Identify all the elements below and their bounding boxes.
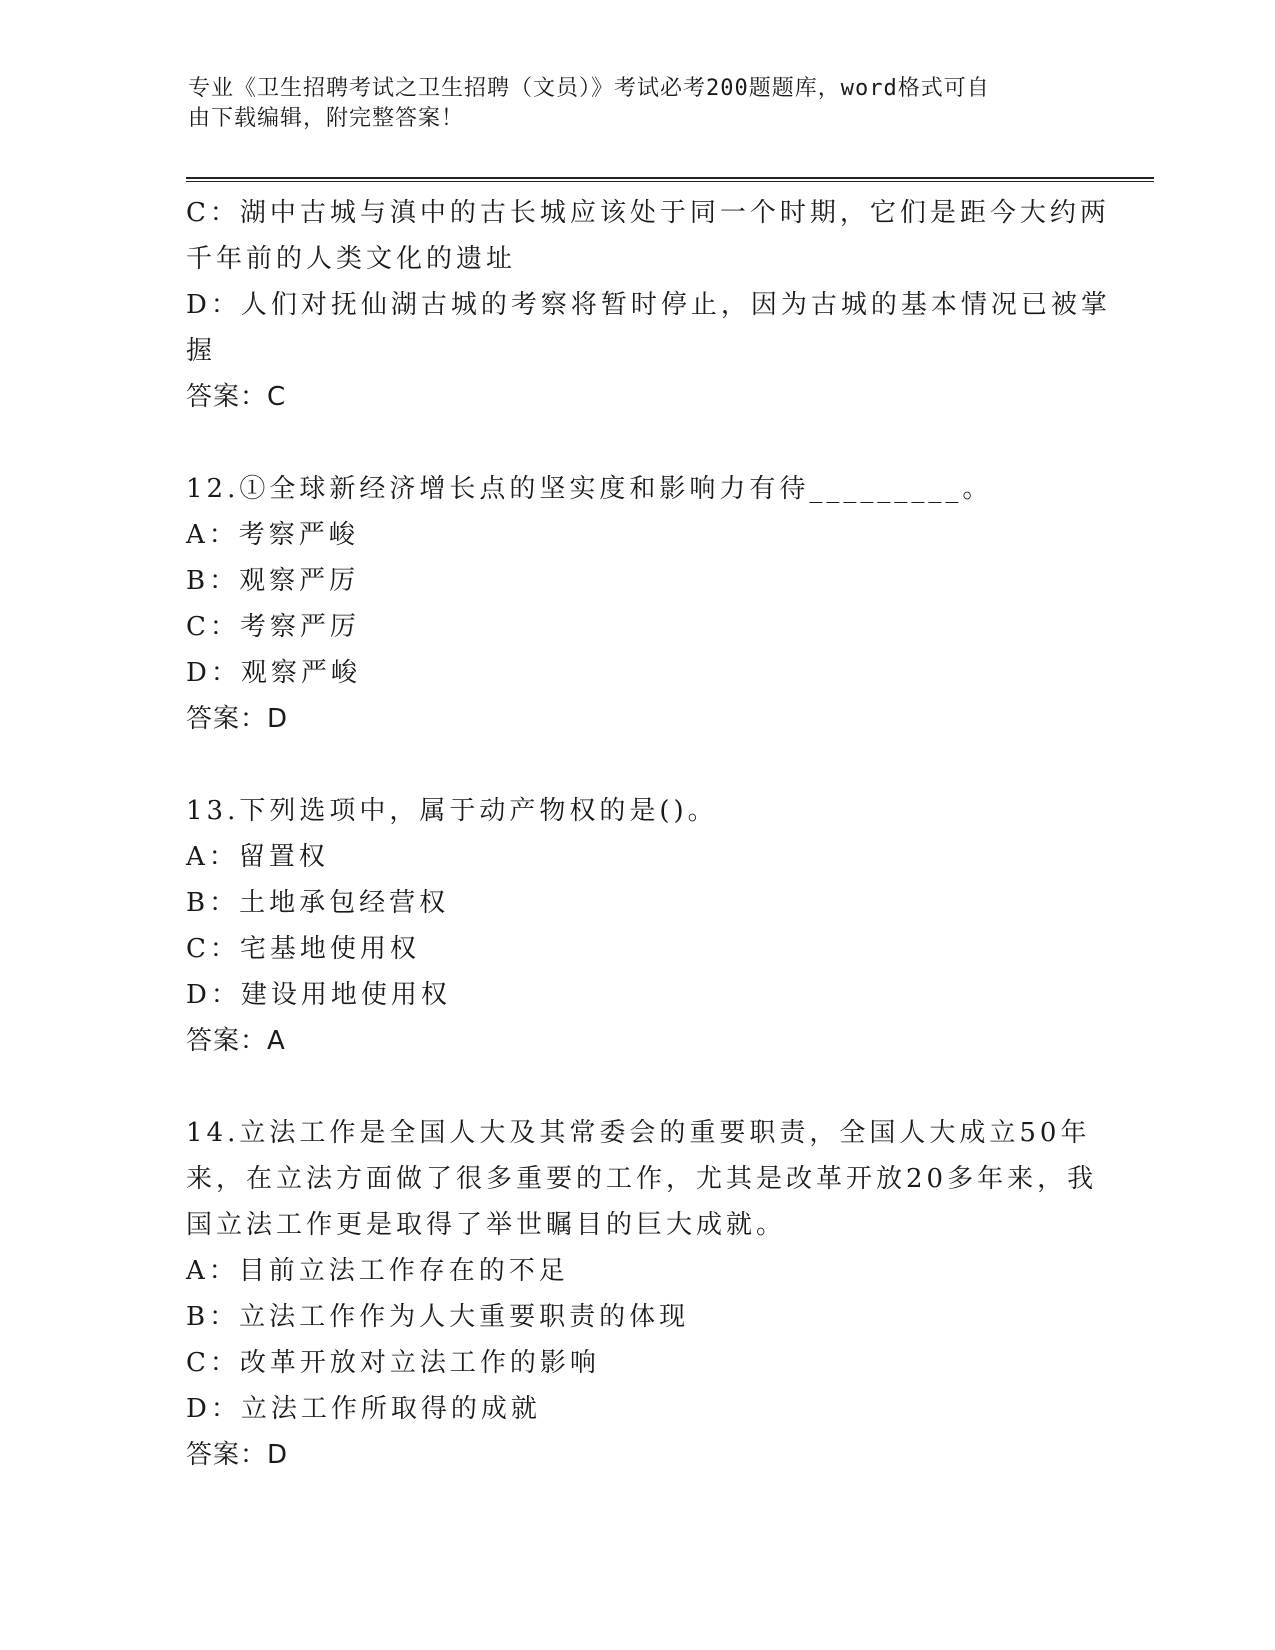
option-d: D：建设用地使用权 xyxy=(186,980,451,1010)
question-stem: 13.下列选项中，属于动产物权的是()。 xyxy=(186,796,718,826)
question-stem: 14.立法工作是全国人大及其常委会的重要职责，全国人大成立50年 xyxy=(186,1118,1091,1148)
option-a: A：考察严峻 xyxy=(186,520,359,550)
option-line: C：湖中古城与滇中的古长城应该处于同一个时期，它们是距今大约两 xyxy=(186,198,1110,228)
answer-line: 答案：D xyxy=(186,704,289,734)
answer-line: 答案：D xyxy=(186,1440,289,1470)
header-divider xyxy=(186,177,1154,182)
option-c: C：考察严厉 xyxy=(186,612,360,642)
option-d: D：立法工作所取得的成就 xyxy=(186,1394,541,1424)
document-header xyxy=(188,74,1068,134)
spacer xyxy=(186,1064,1076,1110)
option-line: 千年前的人类文化的遗址 xyxy=(186,244,517,274)
option-b: B：土地承包经营权 xyxy=(186,888,450,918)
question-12 xyxy=(186,466,1076,742)
option-line: D：人们对抚仙湖古城的考察将暂时停止，因为古城的基本情况已被掌 xyxy=(186,290,1111,320)
question-13 xyxy=(186,788,1076,1064)
question-14 xyxy=(186,1110,1098,1478)
question-stem: 国立法工作更是取得了举世瞩目的巨大成就。 xyxy=(186,1210,787,1240)
option-c: C：改革开放对立法工作的影响 xyxy=(186,1348,600,1378)
option-d: D：观察严峻 xyxy=(186,658,361,688)
answer-line: 答案：C xyxy=(186,382,287,412)
spacer xyxy=(186,420,1076,466)
question-stem: 12.①全球新经济增长点的坚实度和影响力有待_________。 xyxy=(186,474,993,504)
question-stem: 来，在立法方面做了很多重要的工作，尤其是改革开放20多年来，我 xyxy=(186,1164,1098,1194)
question-11-continued xyxy=(186,190,1111,420)
option-b: B：立法工作作为人大重要职责的体现 xyxy=(186,1302,690,1332)
document-content xyxy=(186,190,1111,1478)
header-line-2: 由下载编辑，附完整答案！ xyxy=(188,106,465,131)
option-a: A：目前立法工作存在的不足 xyxy=(186,1256,569,1286)
spacer xyxy=(186,742,1076,788)
option-c: C：宅基地使用权 xyxy=(186,934,420,964)
option-line: 握 xyxy=(186,336,217,366)
header-line-1: 专业《卫生招聘考试之卫生招聘（文员）》考试必考200题题库，word格式可自 xyxy=(188,76,990,101)
option-a: A：留置权 xyxy=(186,842,329,872)
answer-line: 答案：A xyxy=(186,1026,286,1056)
option-b: B：观察严厉 xyxy=(186,566,360,596)
